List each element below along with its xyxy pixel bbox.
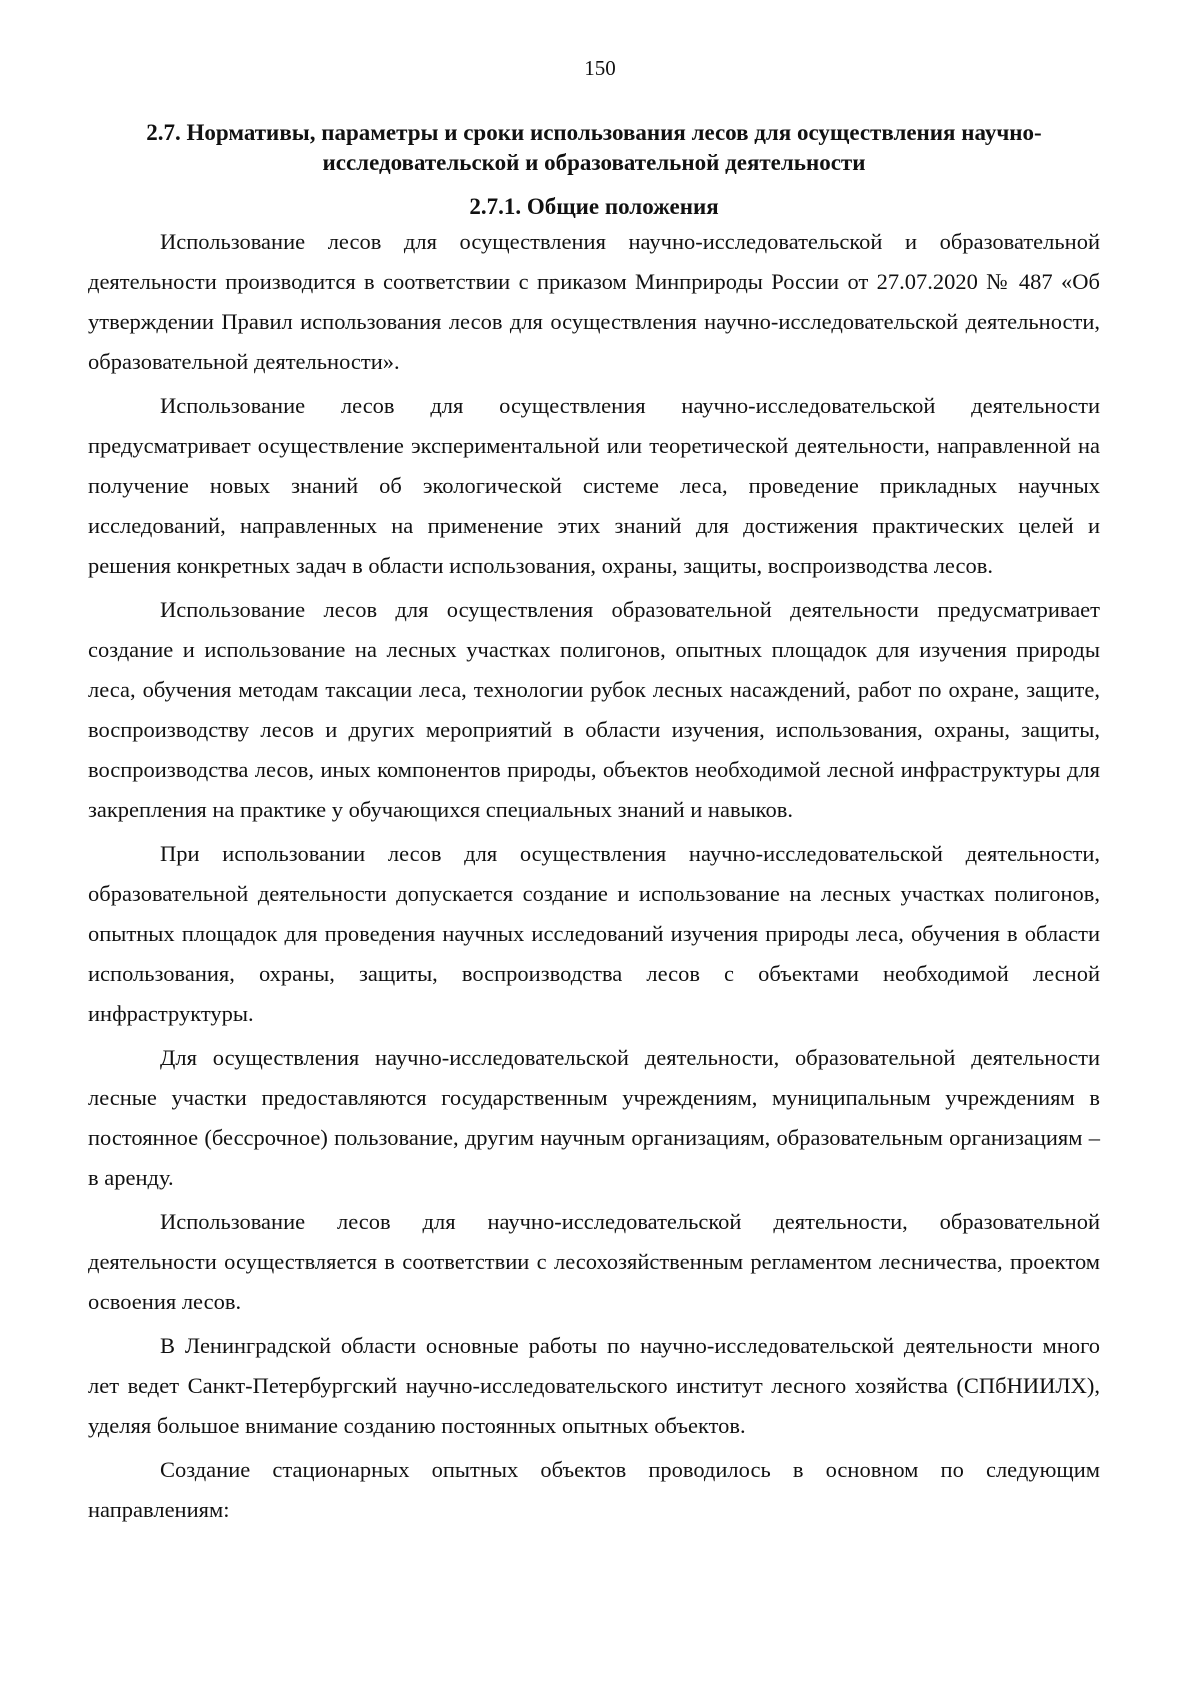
page-number: 150	[584, 56, 616, 80]
subsection-title: 2.7.1. Общие положения	[469, 194, 719, 219]
paragraph: В Ленинградской области основные работы по научно-исследовательской деятельности много лет ведет Санкт-Петербургский научно-исследовательского институт лесного хозяйства (СПбНИИЛХ), уделяя большое внимание созданию постоянных опытных объектов.	[88, 1333, 1100, 1438]
paragraph: Для осуществления научно-исследовательской деятельности, образовательной деятельности лесные участки предоставляются государственным учреждениям, муниципальным учреждениям в постоянное (бессрочное) пользование, другим научным организациям, образовательным организациям – в аренду.	[88, 1045, 1100, 1190]
body-text	[88, 222, 1100, 1530]
paragraph: Использование лесов для научно-исследовательской деятельности, образовательной деятельности осуществляется в соответствии с лесохозяйственным регламентом лесничества, проектом освоения лесов.	[88, 1209, 1100, 1314]
paragraph: Использование лесов для осуществления научно-исследовательской и образовательной деятельности производится в соответствии с приказом Минприроды России от 27.07.2020 № 487 «Об утверждении Правил использования лесов для осуществления научно-исследовательской деятельности, образовательной деятельности».	[88, 229, 1100, 374]
paragraph: Использование лесов для осуществления образовательной деятельности предусматривает создание и использование на лесных участках полигонов, опытных площадок для изучения природы леса, обучения методам таксации леса, технологии рубок лесных насаждений, работ по охране, защите, воспроизводству лесов и других мероприятий в области изучения, использования, охраны, защиты, воспроизводства лесов, иных компонентов природы, объектов необходимой лесной инфраструктуры для закрепления на практике у обучающихся специальных знаний и навыков.	[88, 597, 1100, 822]
paragraph: При использовании лесов для осуществления научно-исследовательской деятельности, образовательной деятельности допускается создание и использование на лесных участках полигонов, опытных площадок для проведения научных исследований изучения природы леса, обучения в области использования, охраны, защиты, воспроизводства лесов с объектами необходимой лесной инфраструктуры.	[88, 841, 1100, 1026]
paragraph: Использование лесов для осуществления научно-исследовательской деятельности предусматривает осуществление экспериментальной или теоретической деятельности, направленной на получение новых знаний об экологической системе леса, проведение прикладных научных исследований, направленных на применение этих знаний для достижения практических целей и решения конкретных задач в области использования, охраны, защиты, воспроизводства лесов.	[88, 393, 1100, 578]
paragraph: Создание стационарных опытных объектов проводилось в основном по следующим направлениям:	[88, 1457, 1100, 1522]
page-content	[88, 118, 1100, 1534]
section-title: 2.7. Нормативы, параметры и сроки использования лесов для осуществления научно-исследовательской и образовательной деятельности	[146, 120, 1042, 175]
